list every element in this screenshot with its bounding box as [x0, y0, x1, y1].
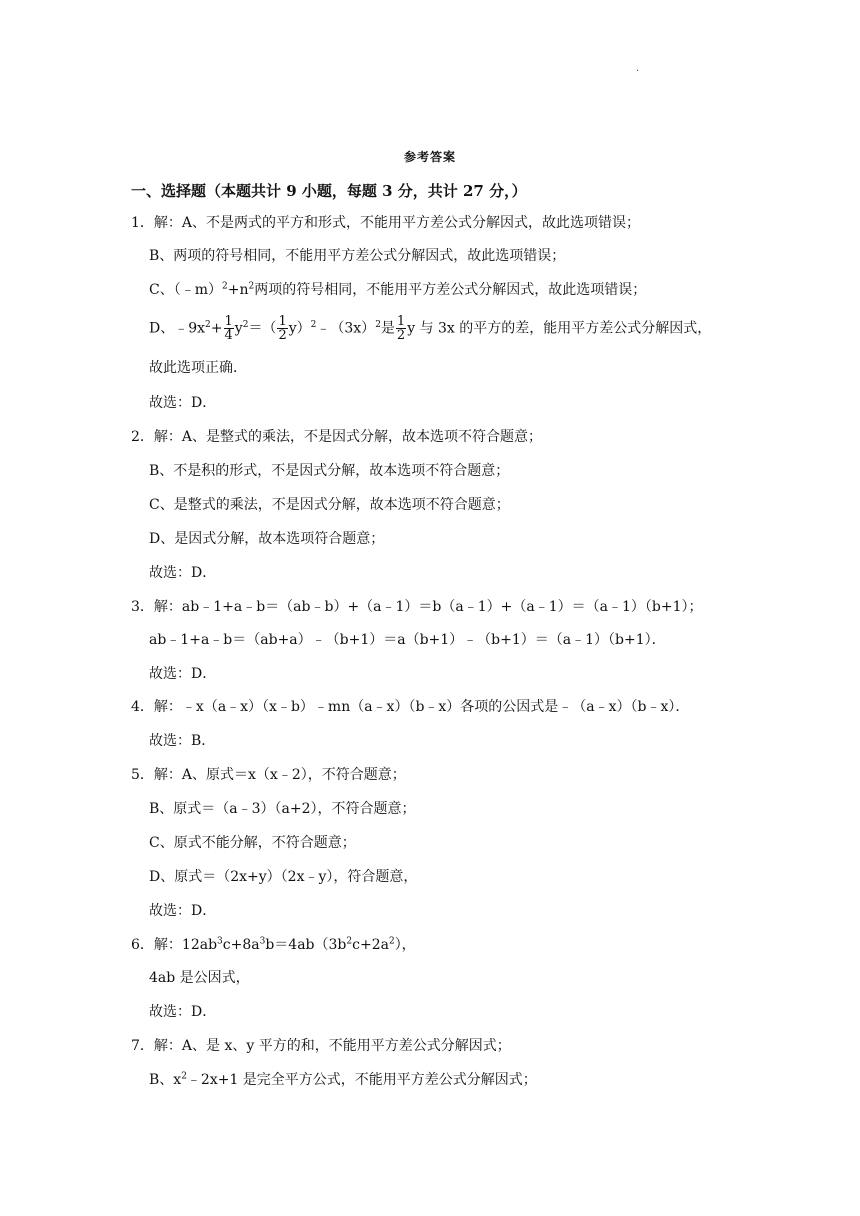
corner-mark: ·: [636, 66, 640, 77]
q7-option-a: 7．解：A、是 x、y 平方的和，不能用平方差公式分解因式；: [131, 1038, 511, 1054]
q5-option-a: 5．解：A、原式＝x（x﹣2），不符合题意；: [131, 767, 406, 783]
q1-option-c: C、$(﹣m)^2+n^2$两项的符号相同，不能用平方差公式分解因式，故此选项错误；: [149, 281, 647, 298]
q3-answer: 故选：D．: [149, 666, 217, 682]
fraction-one-quarter: $\frac{1}{4}$: [224, 314, 233, 343]
q6-line-1: 6．解：$12ab^3c+8a^3b=4ab(3b^2c+2a^2)$，: [131, 936, 416, 953]
q2-answer: 故选：D．: [149, 565, 217, 581]
q6-answer: 故选：D．: [149, 1004, 217, 1020]
page-title: 参考答案: [403, 150, 456, 164]
q2-option-a: 2．解：A、是整式的乘法，不是因式分解，故本选项不符合题意；: [131, 429, 543, 445]
q1-option-a: 1．解：A、不是两式的平方和形式，不能用平方差公式分解因式，故此选项错误；: [131, 215, 641, 231]
q3-line-1: 3．解：ab﹣1+a﹣b＝（ab﹣b）+（a﹣1）＝b（a﹣1）+（a﹣1）＝（a﹣1）（b+1）；: [131, 599, 703, 615]
fraction-one-half: $\frac{1}{2}$: [278, 314, 287, 343]
fraction-one-half: $\frac{1}{2}$: [396, 314, 406, 343]
q5-option-b: B、原式＝（a﹣3）（a+2），不符合题意；: [149, 801, 416, 817]
q1-answer: 故选：D．: [149, 395, 217, 411]
q4-line-1: 4．解：﹣x（a﹣x）（x﹣b）﹣mn（a﹣x）（b﹣x）各项的公因式是﹣（a﹣x）（b﹣x）．: [131, 699, 690, 715]
q1-option-d: D、$﹣9x^2+$ $\frac{1}{4}$ $y^2=$（ $\frac{1}{2}$ $y)^2﹣(3x)^2$是 $\frac{1}{2}$ y 与 3x 的平方的差，能用平方差公式分解因式，: [149, 314, 712, 343]
q1-option-d-cont: 故此选项正确．: [149, 360, 247, 376]
q5-option-d: D、原式＝（2x+y）（2x﹣y），符合题意，: [149, 869, 418, 885]
q2-option-b: B、不是积的形式，不是因式分解，故本选项不符合题意；: [149, 463, 510, 479]
q5-option-c: C、原式不能分解，不符合题意；: [149, 835, 356, 851]
section-heading: 一、选择题（本题共计 9 小题，每题 3 分，共计 27 分，）: [131, 182, 527, 200]
q4-answer: 故选：B．: [149, 733, 216, 749]
q1-option-b: B、两项的符号相同，不能用平方差公式分解因式，故此选项错误；: [149, 248, 566, 264]
q7-option-b: B、$x^2﹣2x+1$ 是完全平方公式，不能用平方差公式分解因式；: [149, 1071, 537, 1088]
q5-answer: 故选：D．: [149, 903, 217, 919]
q6-line-2: 4ab 是公因式，: [149, 970, 250, 986]
q2-option-c: C、是整式的乘法，不是因式分解，故本选项不符合题意；: [149, 497, 510, 513]
q2-option-d: D、是因式分解，故本选项符合题意；: [149, 531, 385, 547]
q3-line-2: ab﹣1+a﹣b＝（ab+a）﹣（b+1）＝a（b+1）﹣（b+1）＝（a﹣1）（b+1）．: [149, 632, 666, 648]
